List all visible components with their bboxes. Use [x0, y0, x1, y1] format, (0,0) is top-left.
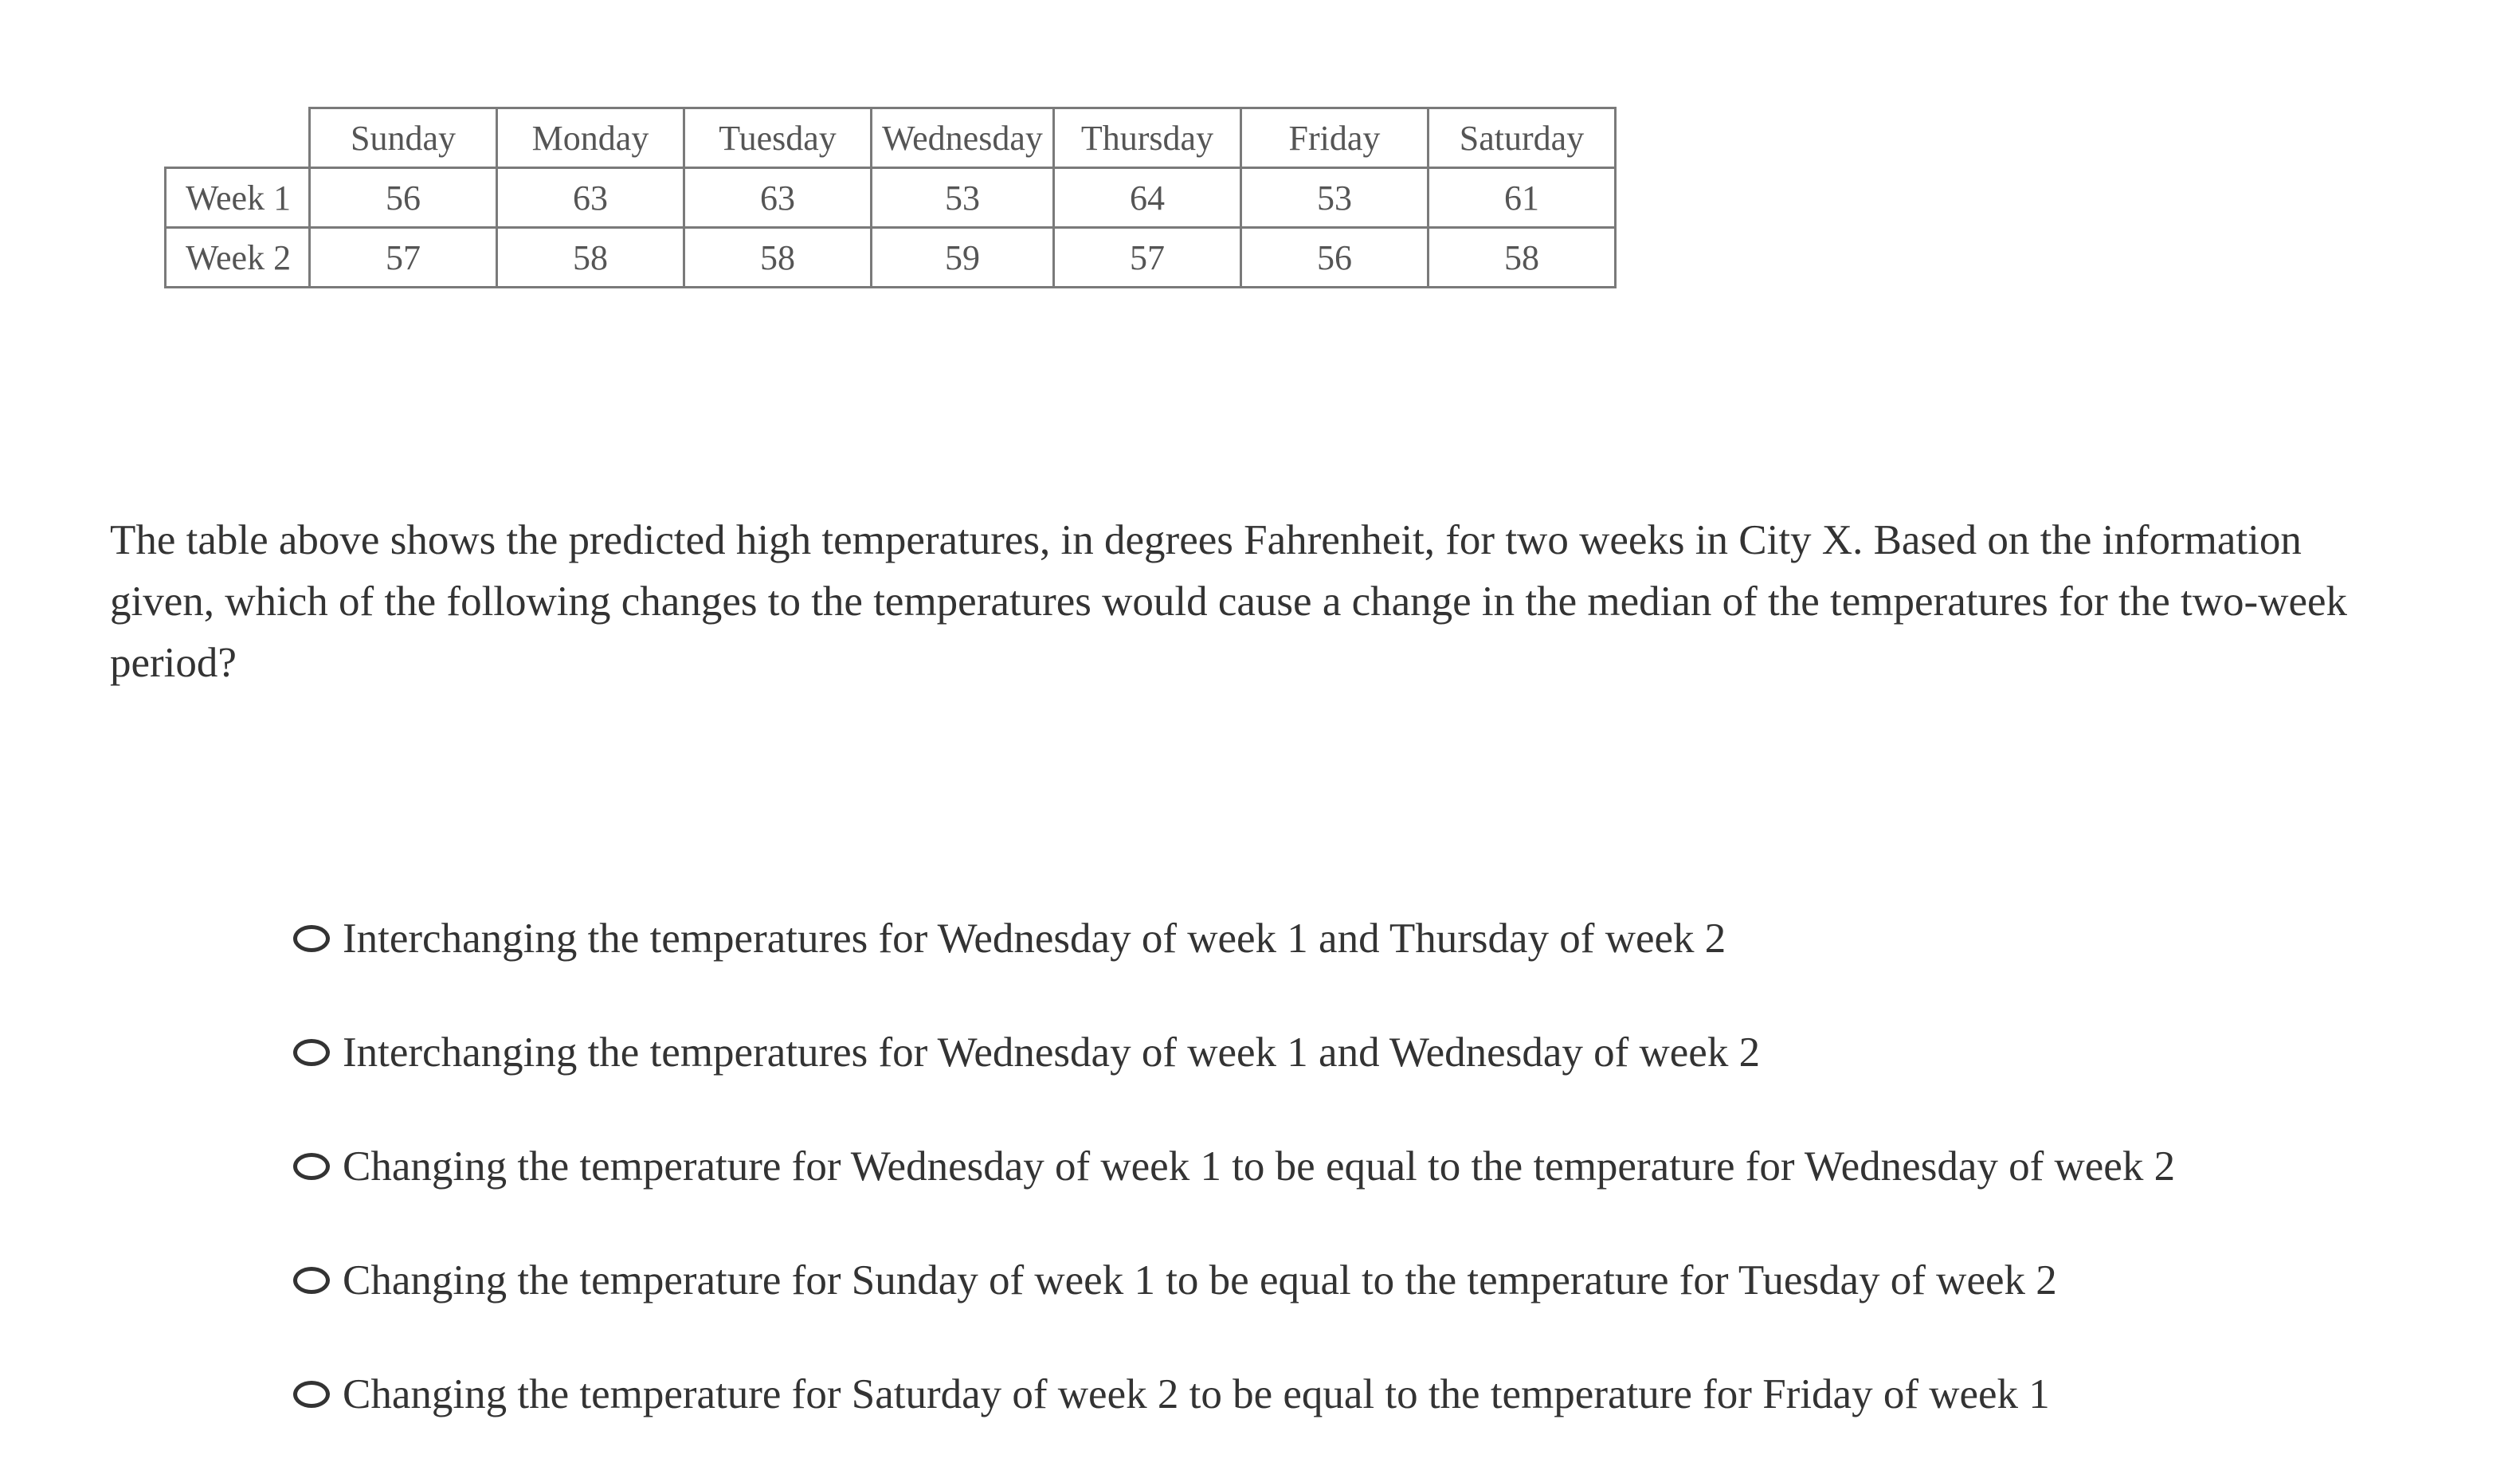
question-text: The table above shows the predicted high temperatures, in degrees Fahrenheit, for two weeks in City X. Based on the information given, which of the following changes to the temperatures would cause a change in the median of the temperatures for the two-week period?: [110, 517, 2348, 686]
row-label-week-2: Week 2: [166, 228, 310, 288]
header-thursday: Thursday: [1054, 108, 1241, 168]
radio-button-icon[interactable]: [293, 1153, 330, 1180]
choice-b[interactable]: [293, 1013, 2175, 1092]
table-cell: 58: [684, 228, 872, 288]
table-cell: 58: [1429, 228, 1616, 288]
table-cell: 57: [310, 228, 497, 288]
table-cell: 64: [1054, 168, 1241, 228]
choice-label: Interchanging the temperatures for Wednesday of week 1 and Thursday of week 2: [343, 915, 1726, 962]
header-sunday: Sunday: [310, 108, 497, 168]
choice-label: Changing the temperature for Saturday of week 2 to be equal to the temperature for Friday of week 1: [343, 1371, 2050, 1417]
radio-button-icon[interactable]: [293, 1267, 330, 1294]
table-cell: 53: [1241, 168, 1429, 228]
table-row: [166, 168, 1616, 228]
answer-choices: [293, 899, 2175, 1468]
table-corner-cell: [166, 108, 310, 168]
choice-label: Changing the temperature for Wednesday of week 1 to be equal to the temperature for Wednesday of week 2: [343, 1143, 2176, 1190]
table-row: [166, 228, 1616, 288]
header-friday: Friday: [1241, 108, 1429, 168]
table-cell: 58: [497, 228, 684, 288]
temperature-table: [164, 107, 1617, 288]
choice-a[interactable]: [293, 899, 2175, 978]
radio-button-icon[interactable]: [293, 1039, 330, 1066]
radio-button-icon[interactable]: [293, 1381, 330, 1408]
row-label-week-1: Week 1: [166, 168, 310, 228]
choice-e[interactable]: [293, 1355, 2175, 1434]
table-cell: 56: [310, 168, 497, 228]
table-cell: 63: [497, 168, 684, 228]
table-header-row: [166, 108, 1616, 168]
table-cell: 53: [872, 168, 1054, 228]
table-cell: 61: [1429, 168, 1616, 228]
table-cell: 56: [1241, 228, 1429, 288]
header-saturday: Saturday: [1429, 108, 1616, 168]
radio-button-icon[interactable]: [293, 925, 330, 952]
choice-d[interactable]: [293, 1241, 2175, 1320]
choice-c[interactable]: [293, 1127, 2175, 1206]
table-cell: 63: [684, 168, 872, 228]
choice-label: Interchanging the temperatures for Wednesday of week 1 and Wednesday of week 2: [343, 1029, 1761, 1076]
header-tuesday: Tuesday: [684, 108, 872, 168]
temperature-table-container: [164, 107, 1617, 288]
table-cell: 59: [872, 228, 1054, 288]
header-wednesday: Wednesday: [872, 108, 1054, 168]
table-cell: 57: [1054, 228, 1241, 288]
choice-label: Changing the temperature for Sunday of week 1 to be equal to the temperature for Tuesday of week 2: [343, 1257, 2057, 1304]
header-monday: Monday: [497, 108, 684, 168]
